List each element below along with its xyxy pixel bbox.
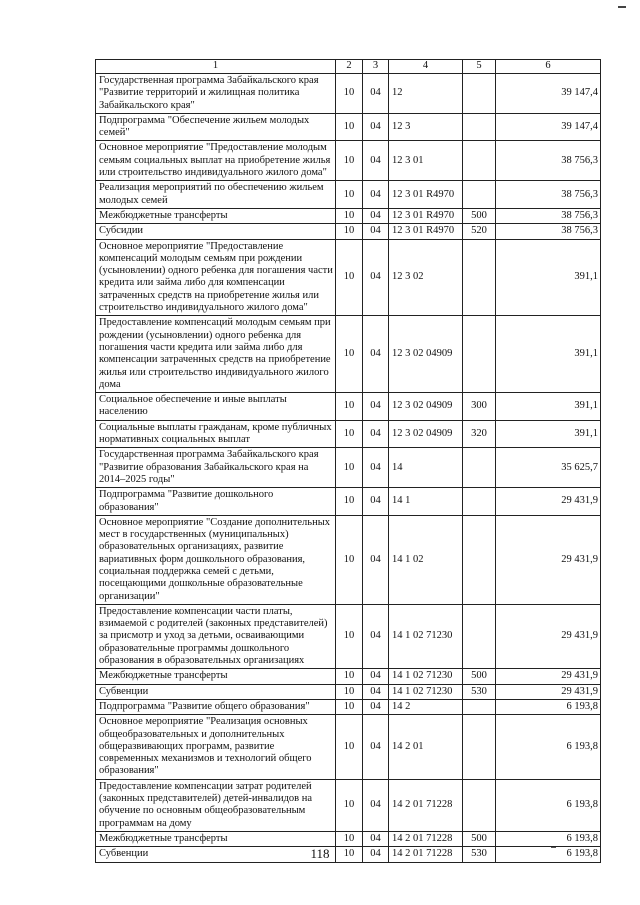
row-section: 10 <box>336 74 363 114</box>
row-name: Основное мероприятие "Предоставление молодым семьям социальных выплат на приобретение жилья или строительство индивидуального жилого дома" <box>96 141 336 181</box>
table-row <box>96 141 601 181</box>
table-row <box>96 448 601 488</box>
table-row <box>96 224 601 239</box>
row-name: Предоставление компенсации затрат родителей (законных представителей) детей-инвалидов на обучение по основным общеобразовательным программам на дому <box>96 779 336 831</box>
table-row <box>96 181 601 209</box>
header-cell: 2 <box>336 60 363 74</box>
row-expense-type: 530 <box>463 847 496 862</box>
row-amount: 29 431,9 <box>496 515 601 604</box>
row-target-code: 14 1 02 71230 <box>389 684 463 699</box>
row-subsection: 04 <box>363 393 389 421</box>
row-section: 10 <box>336 831 363 846</box>
header-cell: 3 <box>363 60 389 74</box>
row-name: Подпрограмма "Развитие дошкольного образования" <box>96 488 336 516</box>
row-subsection: 04 <box>363 181 389 209</box>
table-row <box>96 604 601 668</box>
table-row <box>96 316 601 393</box>
row-name: Социальные выплаты гражданам, кроме публичных нормативных социальных выплат <box>96 420 336 448</box>
row-amount: 39 147,4 <box>496 74 601 114</box>
row-amount: 6 193,8 <box>496 715 601 779</box>
row-name: Подпрограмма "Развитие общего образования" <box>96 699 336 714</box>
header-cell: 5 <box>463 60 496 74</box>
row-section: 10 <box>336 239 363 316</box>
row-section: 10 <box>336 699 363 714</box>
row-amount: 35 625,7 <box>496 448 601 488</box>
table-row <box>96 113 601 141</box>
row-name: Реализация мероприятий по обеспечению жильем молодых семей <box>96 181 336 209</box>
row-expense-type <box>463 113 496 141</box>
row-section: 10 <box>336 113 363 141</box>
row-amount: 6 193,8 <box>496 699 601 714</box>
table-row <box>96 715 601 779</box>
row-expense-type <box>463 239 496 316</box>
row-subsection: 04 <box>363 831 389 846</box>
row-target-code: 14 2 01 71228 <box>389 847 463 862</box>
table-row <box>96 515 601 604</box>
row-amount: 38 756,3 <box>496 141 601 181</box>
row-expense-type <box>463 715 496 779</box>
row-expense-type <box>463 515 496 604</box>
row-name: Межбюджетные трансферты <box>96 831 336 846</box>
header-cell: 4 <box>389 60 463 74</box>
scan-mark <box>618 6 626 8</box>
row-amount: 29 431,9 <box>496 684 601 699</box>
row-amount: 391,1 <box>496 393 601 421</box>
row-section: 10 <box>336 779 363 831</box>
header-cell: 6 <box>496 60 601 74</box>
row-expense-type <box>463 74 496 114</box>
table-row <box>96 420 601 448</box>
row-expense-type <box>463 779 496 831</box>
row-name: Государственная программа Забайкальского края "Развитие образования Забайкальского края на 2014–2025 годы" <box>96 448 336 488</box>
row-amount: 6 193,8 <box>496 831 601 846</box>
table-row <box>96 779 601 831</box>
row-subsection: 04 <box>363 699 389 714</box>
row-amount: 6 193,8 <box>496 847 601 862</box>
row-subsection: 04 <box>363 847 389 862</box>
row-amount: 29 431,9 <box>496 669 601 684</box>
row-amount: 391,1 <box>496 239 601 316</box>
table-row <box>96 669 601 684</box>
row-name: Предоставление компенсации части платы, взимаемой с родителей (законных представителей) за присмотр и уход за детьми, осваивающими образовательные программы дошкольного образования в образовательных организациях <box>96 604 336 668</box>
row-name: Социальное обеспечение и иные выплаты населению <box>96 393 336 421</box>
row-name: Субвенции <box>96 847 336 862</box>
row-target-code: 12 3 01 R4970 <box>389 181 463 209</box>
row-section: 10 <box>336 604 363 668</box>
row-subsection: 04 <box>363 715 389 779</box>
row-name: Межбюджетные трансферты <box>96 669 336 684</box>
row-section: 10 <box>336 420 363 448</box>
row-expense-type <box>463 181 496 209</box>
table-row <box>96 239 601 316</box>
row-name: Государственная программа Забайкальского края "Развитие территорий и жилищная политика Забайкальского края" <box>96 74 336 114</box>
row-expense-type: 520 <box>463 224 496 239</box>
table-row <box>96 699 601 714</box>
table-row <box>96 684 601 699</box>
row-expense-type <box>463 604 496 668</box>
row-subsection: 04 <box>363 239 389 316</box>
row-target-code: 14 1 02 71230 <box>389 604 463 668</box>
row-target-code: 14 1 <box>389 488 463 516</box>
row-expense-type <box>463 699 496 714</box>
row-name: Основное мероприятие "Создание дополнительных мест в государственных (муниципальных) образовательных организациях, развитие вариативных форм дошкольного образования, социальная поддержка семей с детьми, посещающими дошкольные образовательные организации" <box>96 515 336 604</box>
row-target-code: 12 3 02 <box>389 239 463 316</box>
row-section: 10 <box>336 141 363 181</box>
row-target-code: 12 3 01 <box>389 141 463 181</box>
row-amount: 39 147,4 <box>496 113 601 141</box>
row-section: 10 <box>336 393 363 421</box>
row-subsection: 04 <box>363 448 389 488</box>
table-row <box>96 831 601 846</box>
row-target-code: 14 2 <box>389 699 463 714</box>
row-expense-type: 320 <box>463 420 496 448</box>
row-expense-type <box>463 316 496 393</box>
row-amount: 38 756,3 <box>496 224 601 239</box>
table-row <box>96 74 601 114</box>
row-expense-type: 500 <box>463 669 496 684</box>
row-expense-type: 300 <box>463 393 496 421</box>
row-section: 10 <box>336 208 363 223</box>
row-target-code: 14 2 01 71228 <box>389 779 463 831</box>
row-section: 10 <box>336 669 363 684</box>
row-target-code: 14 2 01 71228 <box>389 831 463 846</box>
row-section: 10 <box>336 181 363 209</box>
row-subsection: 04 <box>363 208 389 223</box>
row-expense-type: 500 <box>463 208 496 223</box>
row-expense-type: 530 <box>463 684 496 699</box>
page-number: 118 <box>310 846 330 861</box>
row-subsection: 04 <box>363 488 389 516</box>
row-name: Основное мероприятие "Реализация основных общеобразовательных и дополнительных общеразвивающих программ, развитие современных механизмов и технологий общего образования" <box>96 715 336 779</box>
row-subsection: 04 <box>363 141 389 181</box>
row-section: 10 <box>336 715 363 779</box>
row-target-code: 12 3 02 04909 <box>389 316 463 393</box>
row-target-code: 14 <box>389 448 463 488</box>
row-target-code: 12 3 02 04909 <box>389 420 463 448</box>
row-subsection: 04 <box>363 224 389 239</box>
row-name: Субвенции <box>96 684 336 699</box>
row-section: 10 <box>336 515 363 604</box>
row-amount: 6 193,8 <box>496 779 601 831</box>
row-section: 10 <box>336 316 363 393</box>
row-amount: 391,1 <box>496 316 601 393</box>
table-body <box>96 60 601 863</box>
row-target-code: 12 <box>389 74 463 114</box>
row-expense-type <box>463 448 496 488</box>
row-amount: 29 431,9 <box>496 604 601 668</box>
row-target-code: 14 2 01 <box>389 715 463 779</box>
row-amount: 29 431,9 <box>496 488 601 516</box>
row-target-code: 12 3 <box>389 113 463 141</box>
row-expense-type: 500 <box>463 831 496 846</box>
table-row <box>96 393 601 421</box>
budget-table <box>95 59 601 863</box>
row-subsection: 04 <box>363 420 389 448</box>
row-name: Субсидии <box>96 224 336 239</box>
row-target-code: 12 3 01 R4970 <box>389 224 463 239</box>
row-subsection: 04 <box>363 604 389 668</box>
table-header-row <box>96 60 601 74</box>
row-subsection: 04 <box>363 779 389 831</box>
row-target-code: 12 3 02 04909 <box>389 393 463 421</box>
row-name: Подпрограмма "Обеспечение жильем молодых семей" <box>96 113 336 141</box>
row-section: 10 <box>336 224 363 239</box>
row-target-code: 14 1 02 <box>389 515 463 604</box>
row-section: 10 <box>336 684 363 699</box>
row-amount: 38 756,3 <box>496 208 601 223</box>
header-cell: 1 <box>96 60 336 74</box>
row-subsection: 04 <box>363 113 389 141</box>
row-subsection: 04 <box>363 515 389 604</box>
row-name: Межбюджетные трансферты <box>96 208 336 223</box>
row-subsection: 04 <box>363 74 389 114</box>
row-amount: 391,1 <box>496 420 601 448</box>
row-subsection: 04 <box>363 684 389 699</box>
row-section: 10 <box>336 448 363 488</box>
row-target-code: 14 1 02 71230 <box>389 669 463 684</box>
row-subsection: 04 <box>363 316 389 393</box>
row-expense-type <box>463 141 496 181</box>
row-name: Основное мероприятие "Предоставление компенсаций молодым семьям при рождении (усыновлении) одного ребенка для погашения части кредита или займа либо для компенсации затраченных средств на приобретение жилья или строительство индивидуального жилого дома" <box>96 239 336 316</box>
row-section: 10 <box>336 488 363 516</box>
table-row <box>96 488 601 516</box>
row-name: Предоставление компенсаций молодым семьям при рождении (усыновлении) одного ребенка для погашения части кредита или займа либо для компенсации затраченных средств на приобретение жилья или строительство индивидуального жилого дома <box>96 316 336 393</box>
row-subsection: 04 <box>363 669 389 684</box>
row-amount: 38 756,3 <box>496 181 601 209</box>
row-target-code: 12 3 01 R4970 <box>389 208 463 223</box>
row-expense-type <box>463 488 496 516</box>
row-section: 10 <box>336 847 363 862</box>
table-row <box>96 208 601 223</box>
